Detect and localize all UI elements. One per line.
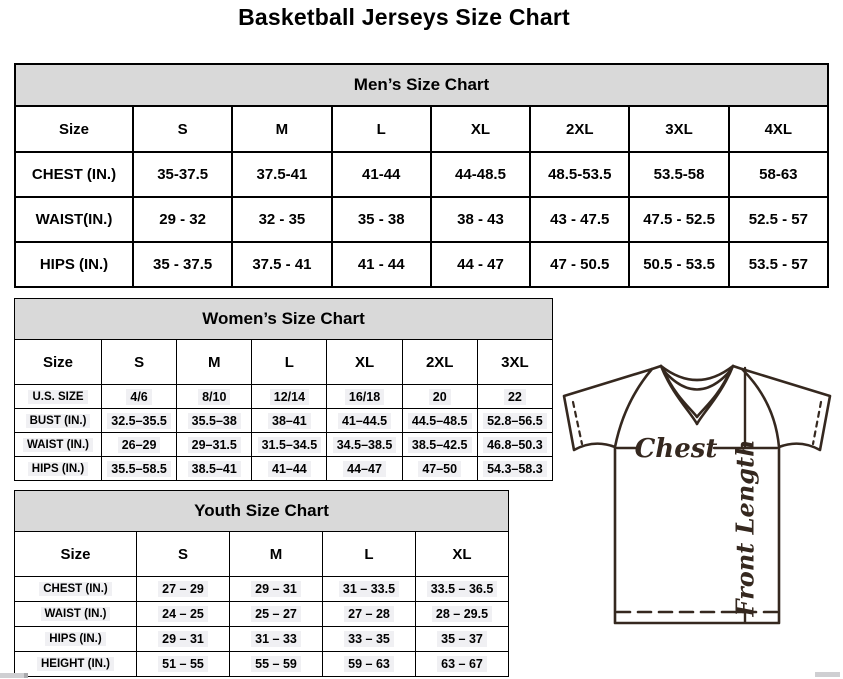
table-row <box>15 385 553 409</box>
size-header-l: L <box>332 106 431 152</box>
cell-text: BUST (IN.) <box>26 414 91 428</box>
row-label <box>15 433 102 457</box>
size-value-cell <box>230 602 323 627</box>
left-cuff-stitch <box>573 402 582 444</box>
size-value-cell <box>402 409 477 433</box>
cell-text: 41–44.5 <box>338 413 391 429</box>
cell-text: 24 – 25 <box>158 606 208 622</box>
table-title: Women’s Size Chart <box>15 299 553 340</box>
size-value-cell <box>402 433 477 457</box>
row-label <box>15 602 137 627</box>
size-col-header: Size <box>15 340 102 385</box>
size-value-cell <box>402 457 477 481</box>
cell-text: 8/10 <box>198 389 230 405</box>
chest-label: Chest <box>634 434 718 464</box>
size-value-cell <box>230 577 323 602</box>
cell-text: 31 – 33 <box>251 631 301 647</box>
size-value-cell <box>102 457 177 481</box>
size-header-m: M <box>230 532 323 577</box>
cell-text: 33.5 – 36.5 <box>427 581 498 597</box>
size-header-row <box>15 532 509 577</box>
table-row <box>15 602 509 627</box>
size-header-xl: XL <box>431 106 530 152</box>
table-row <box>15 433 553 457</box>
cell-text: 26–29 <box>118 437 161 453</box>
row-label: HIPS (IN.) <box>15 242 133 287</box>
size-value-cell <box>137 577 230 602</box>
cell-text: 46.8–50.3 <box>483 437 547 453</box>
cell-text: 55 – 59 <box>251 656 301 672</box>
size-value-cell: 32 - 35 <box>232 197 331 242</box>
table-title-row <box>15 299 553 340</box>
cell-text: 28 – 29.5 <box>432 606 492 622</box>
size-value-cell: 52.5 - 57 <box>729 197 828 242</box>
jersey-body-outline <box>564 366 830 623</box>
size-header-l: L <box>252 340 327 385</box>
cell-text: 35.5–58.5 <box>107 461 171 477</box>
size-header-row <box>15 340 553 385</box>
womens-size-table <box>14 298 553 481</box>
table-row <box>15 409 553 433</box>
size-header-4xl: 4XL <box>729 106 828 152</box>
table-title: Men’s Size Chart <box>15 64 828 106</box>
size-value-cell <box>327 409 402 433</box>
youth-size-chart-section <box>14 490 509 677</box>
table-row <box>15 197 828 242</box>
size-value-cell: 47.5 - 52.5 <box>629 197 728 242</box>
table-title-row <box>15 64 828 106</box>
size-value-cell <box>323 627 416 652</box>
mens-size-chart-section <box>14 63 829 288</box>
row-label <box>15 457 102 481</box>
size-value-cell: 29 - 32 <box>133 197 232 242</box>
size-header-3xl: 3XL <box>629 106 728 152</box>
size-value-cell <box>477 385 552 409</box>
size-header-s: S <box>102 340 177 385</box>
table-title-row <box>15 491 509 532</box>
size-value-cell: 44-48.5 <box>431 152 530 197</box>
cell-text: 38.5–42.5 <box>408 437 472 453</box>
cell-text: 29 – 31 <box>251 581 301 597</box>
size-value-cell: 37.5-41 <box>232 152 331 197</box>
cell-text: 32.5–35.5 <box>107 413 171 429</box>
size-value-cell: 38 - 43 <box>431 197 530 242</box>
size-header-xl: XL <box>327 340 402 385</box>
row-label <box>15 652 137 677</box>
page-title: Basketball Jerseys Size Chart <box>238 4 570 30</box>
womens-size-chart-section <box>14 298 553 481</box>
size-header-3xl: 3XL <box>477 340 552 385</box>
table-row <box>15 577 509 602</box>
table-row <box>15 457 553 481</box>
cell-text: 33 – 35 <box>344 631 394 647</box>
cell-text: 52.8–56.5 <box>483 413 547 429</box>
cell-text: 16/18 <box>345 389 384 405</box>
row-label <box>15 627 137 652</box>
size-value-cell: 37.5 - 41 <box>232 242 331 287</box>
cell-text: HEIGHT (IN.) <box>37 657 114 671</box>
size-value-cell <box>327 433 402 457</box>
size-value-cell <box>327 457 402 481</box>
cell-text: 63 – 67 <box>437 656 487 672</box>
size-header-row <box>15 106 828 152</box>
right-cuff-stitch <box>813 402 821 444</box>
size-value-cell <box>102 433 177 457</box>
cell-text: WAIST (IN.) <box>41 607 111 621</box>
cell-text: 29–31.5 <box>188 437 241 453</box>
cell-text: 44–47 <box>343 461 386 477</box>
horizontal-scrollbar-fragment-left[interactable] <box>0 673 28 678</box>
size-value-cell <box>102 409 177 433</box>
size-value-cell <box>137 602 230 627</box>
size-value-cell <box>477 409 552 433</box>
jersey-measurement-diagram <box>556 360 843 655</box>
size-value-cell: 41-44 <box>332 152 431 197</box>
cell-text: 25 – 27 <box>251 606 301 622</box>
size-value-cell: 47 - 50.5 <box>530 242 629 287</box>
size-value-cell: 58-63 <box>729 152 828 197</box>
size-value-cell: 35 - 38 <box>332 197 431 242</box>
size-value-cell <box>137 652 230 677</box>
cell-text: 54.3–58.3 <box>483 461 547 477</box>
cell-text: 47–50 <box>418 461 461 477</box>
size-header-s: S <box>133 106 232 152</box>
size-value-cell: 53.5-58 <box>629 152 728 197</box>
size-value-cell <box>402 385 477 409</box>
table-title: Youth Size Chart <box>15 491 509 532</box>
size-header-xl: XL <box>416 532 509 577</box>
front-length-label: Front Length <box>730 439 760 617</box>
cell-text: 51 – 55 <box>158 656 208 672</box>
cell-text: 27 – 29 <box>158 581 208 597</box>
row-label: CHEST (IN.) <box>15 152 133 197</box>
cell-text: WAIST (IN.) <box>23 438 93 452</box>
size-value-cell <box>416 577 509 602</box>
size-value-cell <box>177 433 252 457</box>
row-label <box>15 385 102 409</box>
cell-text: HIPS (IN.) <box>45 632 105 646</box>
youth-size-table <box>14 490 509 677</box>
cell-text: CHEST (IN.) <box>39 582 112 596</box>
cell-text: 38.5–41 <box>188 461 241 477</box>
cell-text: 4/6 <box>126 389 151 405</box>
cell-text: 41–44 <box>268 461 311 477</box>
size-value-cell <box>230 652 323 677</box>
size-value-cell <box>416 627 509 652</box>
size-value-cell: 43 - 47.5 <box>530 197 629 242</box>
size-value-cell <box>323 652 416 677</box>
size-value-cell: 41 - 44 <box>332 242 431 287</box>
size-header-2xl: 2XL <box>402 340 477 385</box>
cell-text: 44.5–48.5 <box>408 413 472 429</box>
size-header-2xl: 2XL <box>530 106 629 152</box>
size-value-cell <box>477 433 552 457</box>
cell-text: 31 – 33.5 <box>339 581 399 597</box>
size-value-cell <box>252 409 327 433</box>
cell-text: 38–41 <box>268 413 311 429</box>
size-header-m: M <box>232 106 331 152</box>
cell-text: 35 – 37 <box>437 631 487 647</box>
size-value-cell <box>177 409 252 433</box>
cell-text: U.S. SIZE <box>28 390 87 404</box>
size-value-cell: 53.5 - 57 <box>729 242 828 287</box>
row-label <box>15 577 137 602</box>
size-header-s: S <box>137 532 230 577</box>
row-label: WAIST(IN.) <box>15 197 133 242</box>
size-value-cell: 44 - 47 <box>431 242 530 287</box>
cell-text: 34.5–38.5 <box>333 437 397 453</box>
size-value-cell <box>177 457 252 481</box>
size-value-cell <box>252 457 327 481</box>
cell-text: 29 – 31 <box>158 631 208 647</box>
table-row <box>15 652 509 677</box>
size-value-cell <box>327 385 402 409</box>
size-value-cell <box>230 627 323 652</box>
size-header-m: M <box>177 340 252 385</box>
right-armhole-seam <box>742 369 779 447</box>
horizontal-scrollbar-fragment-right[interactable] <box>815 672 840 677</box>
size-value-cell: 48.5-53.5 <box>530 152 629 197</box>
size-col-header: Size <box>15 106 133 152</box>
cell-text: 12/14 <box>270 389 309 405</box>
table-row <box>15 152 828 197</box>
mens-size-table <box>14 63 829 288</box>
cell-text: 59 – 63 <box>344 656 394 672</box>
row-label <box>15 409 102 433</box>
size-col-header: Size <box>15 532 137 577</box>
cell-text: 35.5–38 <box>188 413 241 429</box>
size-header-l: L <box>323 532 416 577</box>
size-value-cell <box>177 385 252 409</box>
size-value-cell: 35 - 37.5 <box>133 242 232 287</box>
size-value-cell <box>252 385 327 409</box>
size-value-cell <box>477 457 552 481</box>
cell-text: 20 <box>429 389 451 405</box>
size-value-cell <box>323 602 416 627</box>
cell-text: 22 <box>504 389 526 405</box>
cell-text: 27 – 28 <box>344 606 394 622</box>
table-row <box>15 242 828 287</box>
size-value-cell <box>102 385 177 409</box>
cell-text: HIPS (IN.) <box>28 462 88 476</box>
cell-text: 31.5–34.5 <box>258 437 322 453</box>
size-value-cell <box>416 602 509 627</box>
size-value-cell <box>323 577 416 602</box>
size-value-cell: 50.5 - 53.5 <box>629 242 728 287</box>
table-row <box>15 627 509 652</box>
size-value-cell: 35-37.5 <box>133 152 232 197</box>
size-value-cell <box>252 433 327 457</box>
size-value-cell <box>137 627 230 652</box>
size-value-cell <box>416 652 509 677</box>
